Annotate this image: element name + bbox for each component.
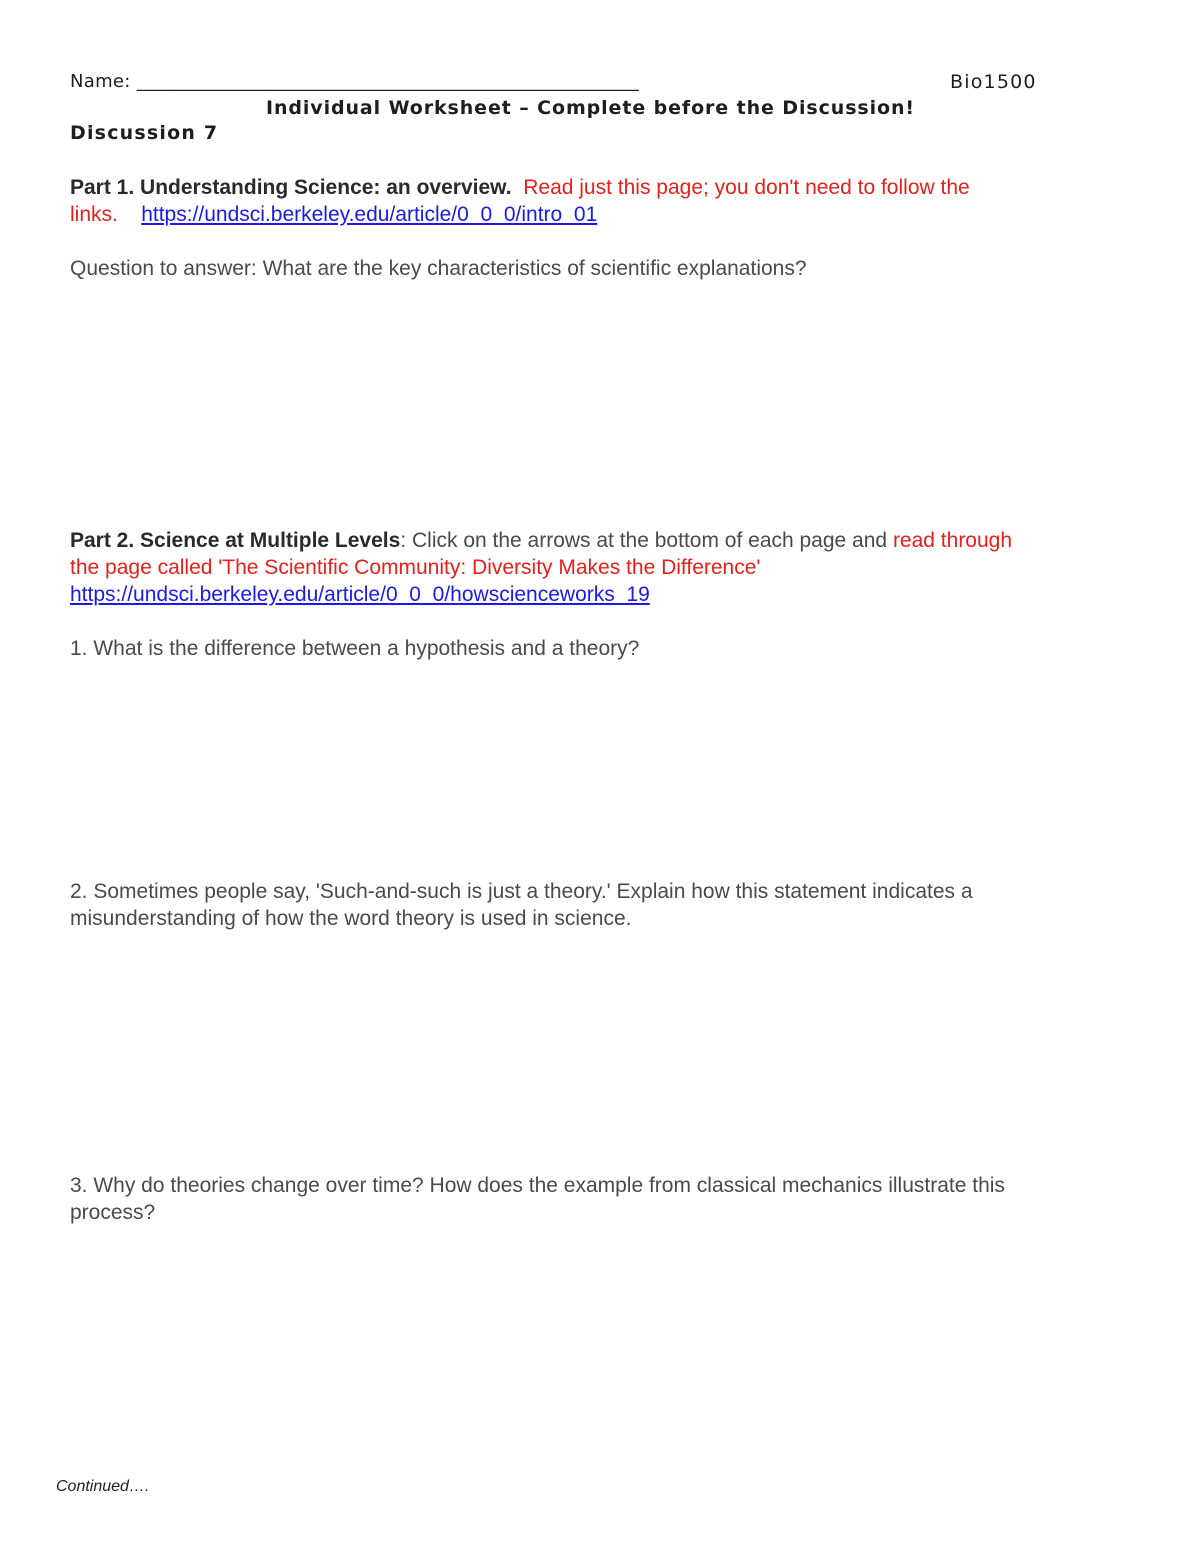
question-1: 1. What is the difference between a hypothesis and a theory? bbox=[70, 637, 640, 660]
part2-heading: Part 2. Science at Multiple Levels bbox=[70, 529, 401, 552]
part2-intro: : Click on the arrows at the bottom of each page and bbox=[400, 529, 893, 552]
part2-link[interactable]: https://undsci.berkeley.edu/article/0_0_0/howscienceworks_19 bbox=[70, 583, 650, 606]
part1-heading: Part 1. Understanding Science: an overview. bbox=[70, 176, 512, 199]
name-field-label: Name: ______________________________________________________ bbox=[70, 71, 639, 92]
part2-red-instruction: read through bbox=[892, 529, 1013, 552]
continued-note: Continued…. bbox=[56, 1478, 150, 1495]
part1-line1 bbox=[70, 174, 970, 201]
question-2-line1: 2. Sometimes people say, 'Such-and-such is just a theory.' Explain how this statement indicates a bbox=[70, 880, 973, 903]
discussion-number: Discussion 7 bbox=[70, 122, 219, 144]
question-3-line2: process? bbox=[70, 1201, 156, 1224]
question-2-line2: misunderstanding of how the word theory is used in science. bbox=[70, 907, 632, 930]
part1-instruction: Read just this page; you don't need to follow the bbox=[523, 176, 970, 199]
part1-link[interactable]: https://undsci.berkeley.edu/article/0_0_0/intro_01 bbox=[141, 203, 598, 226]
part2-line1 bbox=[70, 527, 1012, 554]
worksheet-subtitle: Individual Worksheet – Complete before the Discussion! bbox=[266, 97, 915, 119]
part1-line2 bbox=[70, 201, 597, 228]
question-3-line1: 3. Why do theories change over time? How does the example from classical mechanics illustrate this bbox=[70, 1174, 1005, 1197]
part1-instruction-cont: links. bbox=[70, 203, 118, 226]
part1-question: Question to answer: What are the key characteristics of scientific explanations? bbox=[70, 257, 807, 280]
part2-red-instruction-cont: the page called 'The Scientific Community: Diversity Makes the Difference' bbox=[70, 556, 761, 579]
course-code: Bio1500 bbox=[950, 71, 1037, 93]
